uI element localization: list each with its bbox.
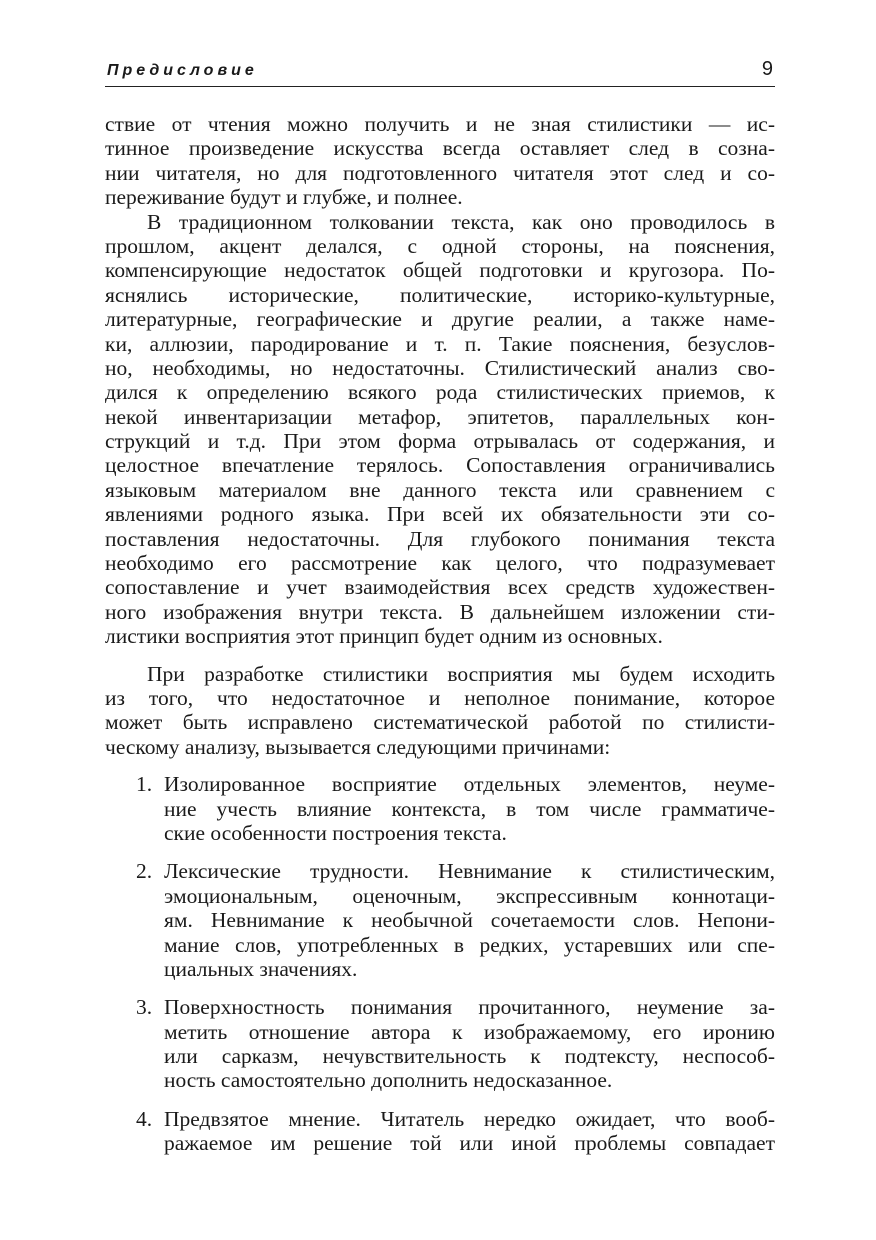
text-line: дился к определению всякого рода стилистических приемов, к: [105, 380, 775, 405]
text-line: тинное произведение искусства всегда оставляет след в созна-: [105, 136, 775, 161]
text-line: ческому анализу, вызывается следующими причинами:: [105, 734, 611, 759]
paragraph: [105, 662, 775, 760]
text-line: может быть исправлено систематической работой по стилисти-: [105, 710, 775, 735]
paragraph: [105, 112, 775, 210]
list-item: [105, 995, 775, 1093]
running-head-title: Предисловие: [107, 62, 258, 79]
text-line: яснялись исторические, политические, историко-культурные,: [105, 282, 775, 307]
text-line: мание слов, употребленных в редких, устаревших или спе-: [164, 932, 775, 957]
list-item-number: 2.: [136, 859, 153, 884]
text-line: поставления недостаточны. Для глубокого понимания текста: [105, 526, 775, 551]
text-line: литературные, географические и другие реалии, а также наме-: [105, 307, 775, 332]
text-line: Изолированное восприятие отдельных элементов, неуме-: [164, 772, 775, 797]
text-line: или сарказм, нечувствительность к подтексту, неспособ-: [164, 1044, 775, 1069]
text-line: Предвзятое мнение. Читатель нередко ожидает, что вооб-: [164, 1106, 775, 1131]
text-line: Поверхностность понимания прочитанного, неумение за-: [164, 995, 775, 1020]
list-item-number: 3.: [136, 995, 153, 1020]
body-text: [105, 112, 775, 1156]
running-head: [105, 58, 775, 87]
text-line: При разработке стилистики восприятия мы будем исходить: [147, 661, 775, 686]
list-item-number: 1.: [136, 772, 153, 797]
text-line: компенсирующие недостаток общей подготовки и кругозора. По-: [105, 258, 775, 283]
text-line: ствие от чтения можно получить и не зная стилистики — ис-: [105, 112, 775, 136]
text-line: сопоставление и учет взаимодействия всех средств художествен-: [105, 575, 775, 600]
text-line: нии читателя, но для подготовленного читателя этот след и со-: [105, 160, 775, 185]
text-line: некой инвентаризации метафор, эпитетов, параллельных кон-: [105, 404, 775, 429]
text-line: ность самостоятельно дополнить недосказанное.: [164, 1068, 613, 1093]
text-line: ражаемое им решение той или иной проблемы совпадает: [164, 1131, 775, 1156]
paragraph: [105, 210, 775, 649]
text-line: ки, аллюзии, пародирование и т. п. Такие пояснения, безуслов-: [105, 331, 775, 356]
text-line: ям. Невнимание к необычной сочетаемости слов. Непони-: [164, 908, 775, 933]
text-line: необходимо его рассмотрение как целого, что подразумевает: [105, 551, 775, 576]
text-line: явлениями родного языка. При всей их обязательности эти со-: [105, 502, 775, 527]
text-line: переживание будут и глубже, и полнее.: [105, 185, 463, 210]
text-line: струкций и т.д. При этом форма отрывалась от содержания, и: [105, 429, 775, 454]
numbered-list: [105, 772, 775, 1155]
text-line: из того, что недостаточное и неполное понимание, которое: [105, 685, 775, 710]
text-line: В традиционном толковании текста, как оно проводилось в: [147, 209, 775, 234]
text-line: языковым материалом вне данного текста или сравнением с: [105, 477, 775, 502]
text-line: целостное впечатление терялось. Сопоставления ограничивались: [105, 453, 775, 478]
text-line: эмоциональным, оценочным, экспрессивным коннотаци-: [164, 883, 775, 908]
text-line: но, необходимы, но недостаточны. Стилистический анализ сво-: [105, 355, 775, 380]
list-item-number: 4.: [136, 1106, 153, 1131]
text-line: циальных значениях.: [164, 956, 358, 981]
list-item: [105, 772, 775, 845]
list-item: [105, 1107, 775, 1156]
text-line: ние учесть влияние контекста, в том числе грамматиче-: [164, 796, 775, 821]
page-number: 9: [761, 58, 773, 80]
text-line: ного изображения внутри текста. В дальнейшем изложении сти-: [105, 599, 775, 624]
text-line: метить отношение автора к изображаемому, его иронию: [164, 1019, 775, 1044]
text-line: ские особенности построения текста.: [164, 820, 507, 845]
text-line: прошлом, акцент делался, с одной стороны, на пояснения,: [105, 233, 775, 258]
text-line: Лексические трудности. Невнимание к стилистическим,: [164, 859, 775, 884]
list-item: [105, 859, 775, 981]
text-line: листики восприятия этот принцип будет одним из основных.: [105, 624, 663, 649]
